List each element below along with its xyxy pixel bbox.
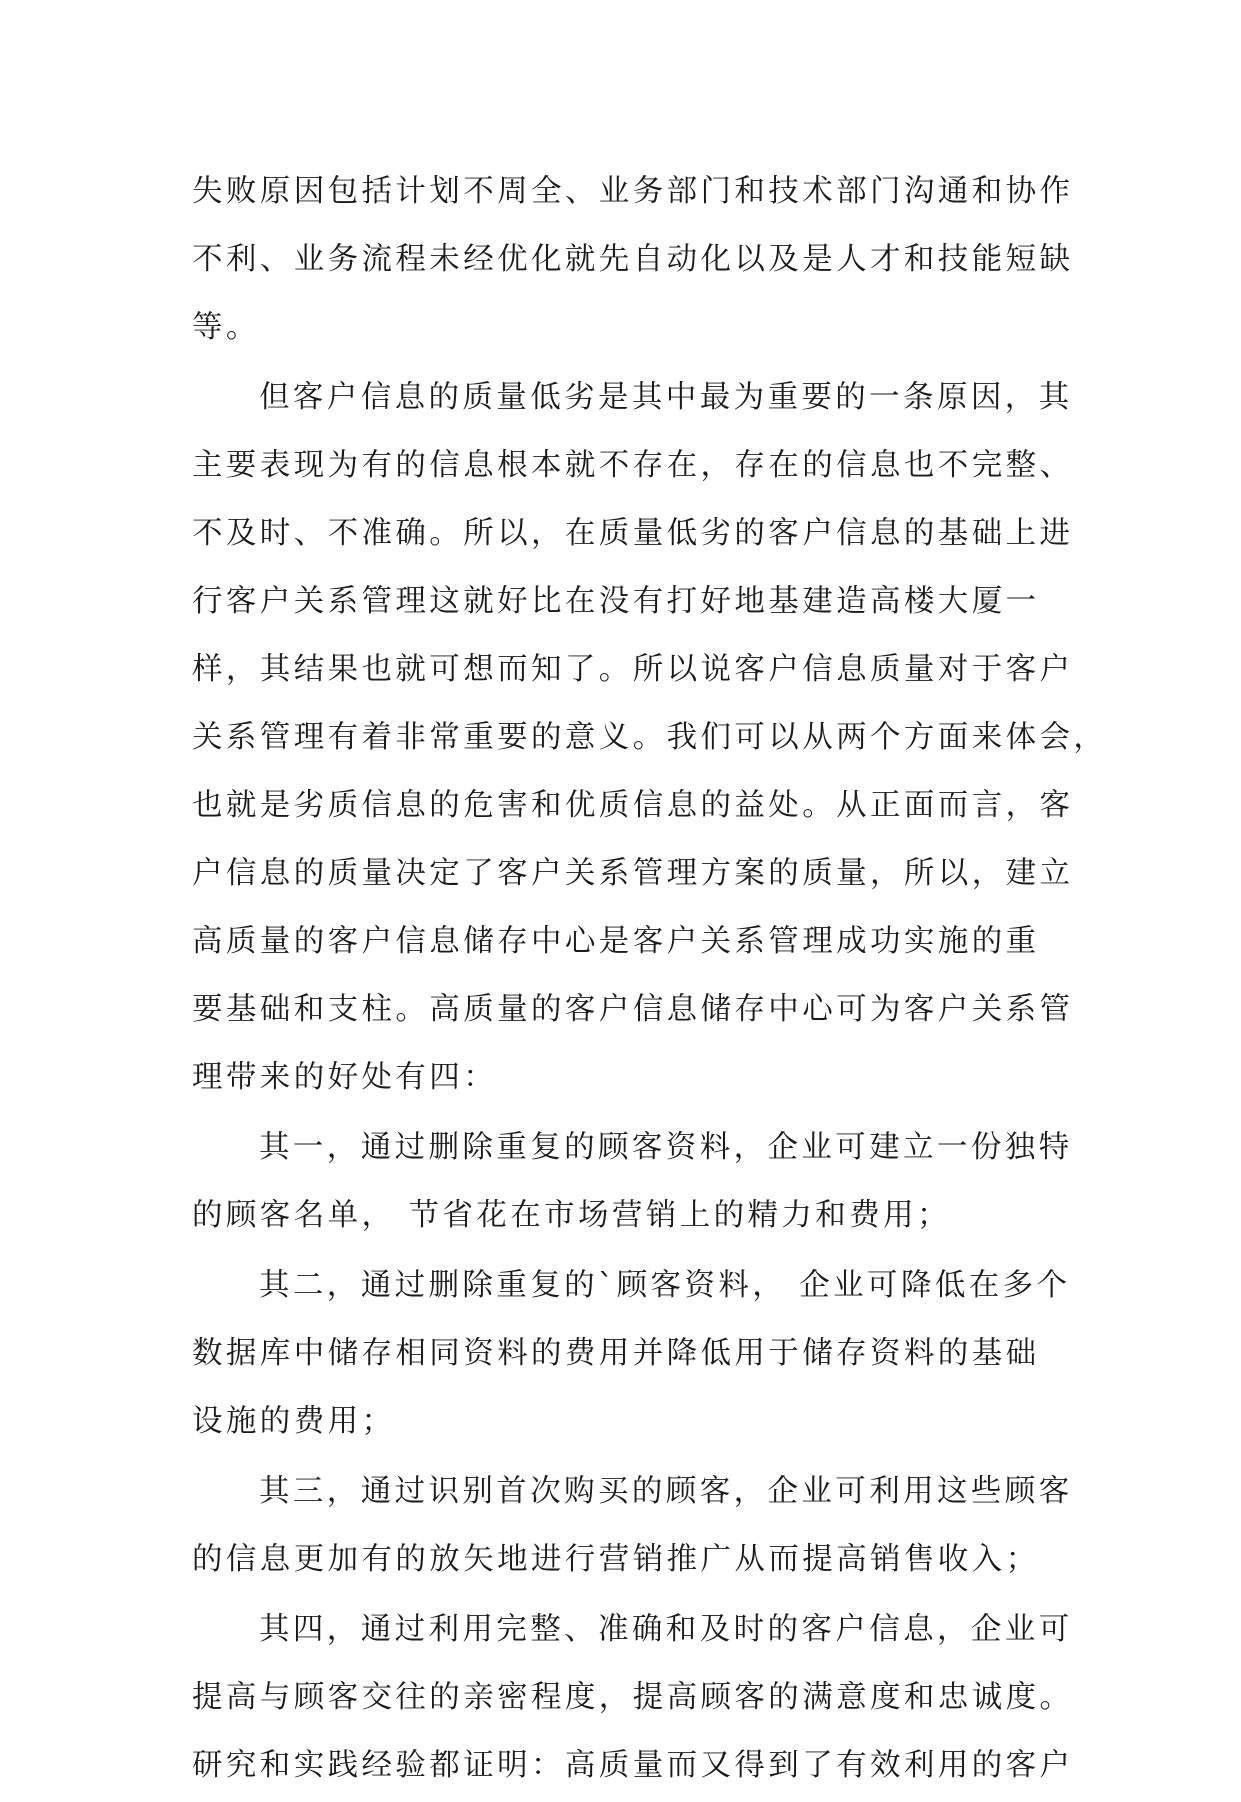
text-line: 不利、业务流程未经优化就先自动化以及是人才和技能短缺: [192, 242, 1074, 277]
text-line: 关系管理有着非常重要的意义。我们可以从两个方面来体会，: [192, 720, 1108, 755]
text-line: 户信息的质量决定了客户关系管理方案的质量，所以，建立: [192, 856, 1074, 891]
text-line: 理带来的好处有四：: [192, 1060, 498, 1095]
paragraph: [192, 1252, 1071, 1456]
text-line: 的顾客名单， 节省花在市场营销上的精力和费用；: [192, 1198, 951, 1233]
text-line: 高质量的客户信息储存中心是客户关系管理成功实施的重: [192, 924, 1040, 959]
text-line: 其一，通过删除重复的顾客资料，企业可建立一份独特: [259, 1130, 1073, 1165]
paragraph: [192, 1458, 1073, 1594]
text-line: 研究和实践经验都证明：高质量而又得到了有效利用的客户: [192, 1748, 1074, 1783]
text-line: 其三，通过识别首次购买的顾客，企业可利用这些顾客: [259, 1474, 1073, 1509]
text-line: 样，其结果也就可想而知了。所以说客户信息质量对于客户: [192, 652, 1074, 687]
text-line: 行客户关系管理这就好比在没有打好地基建造高楼大厦一: [192, 584, 1040, 619]
paragraph: [192, 1114, 1073, 1250]
paragraph: [192, 158, 1074, 362]
text-line: 失败原因包括计划不周全、业务部门和技术部门沟通和协作: [192, 174, 1074, 209]
text-line: 数据库中储存相同资料的费用并降低用于储存资料的基础: [192, 1336, 1040, 1371]
text-line: 不及时、不准确。所以，在质量低劣的客户信息的基础上进: [192, 516, 1074, 551]
text-line: 其二，通过删除重复的`顾客资料， 企业可降低在多个: [259, 1268, 1071, 1303]
document-page: [192, 158, 1108, 1802]
text-line: 但客户信息的质量低劣是其中最为重要的一条原因，其: [259, 380, 1073, 415]
text-line: 提高与顾客交往的亲密程度，提高顾客的满意度和忠诚度。: [192, 1680, 1074, 1715]
paragraph: [192, 1596, 1074, 1800]
text-line: 主要表现为有的信息根本就不存在，存在的信息也不完整、: [192, 448, 1074, 483]
text-line: 设施的费用；: [192, 1404, 396, 1439]
text-line: 等。: [192, 310, 260, 345]
text-line: 也就是劣质信息的危害和优质信息的益处。从正面而言，客: [192, 788, 1074, 823]
paragraph: [192, 364, 1108, 1112]
text-line: 其四，通过利用完整、准确和及时的客户信息，企业可: [259, 1612, 1073, 1647]
text-line: 要基础和支柱。高质量的客户信息储存中心可为客户关系管: [192, 992, 1074, 1027]
text-line: 的信息更加有的放矢地进行营销推广从而提高销售收入；: [192, 1542, 1040, 1577]
